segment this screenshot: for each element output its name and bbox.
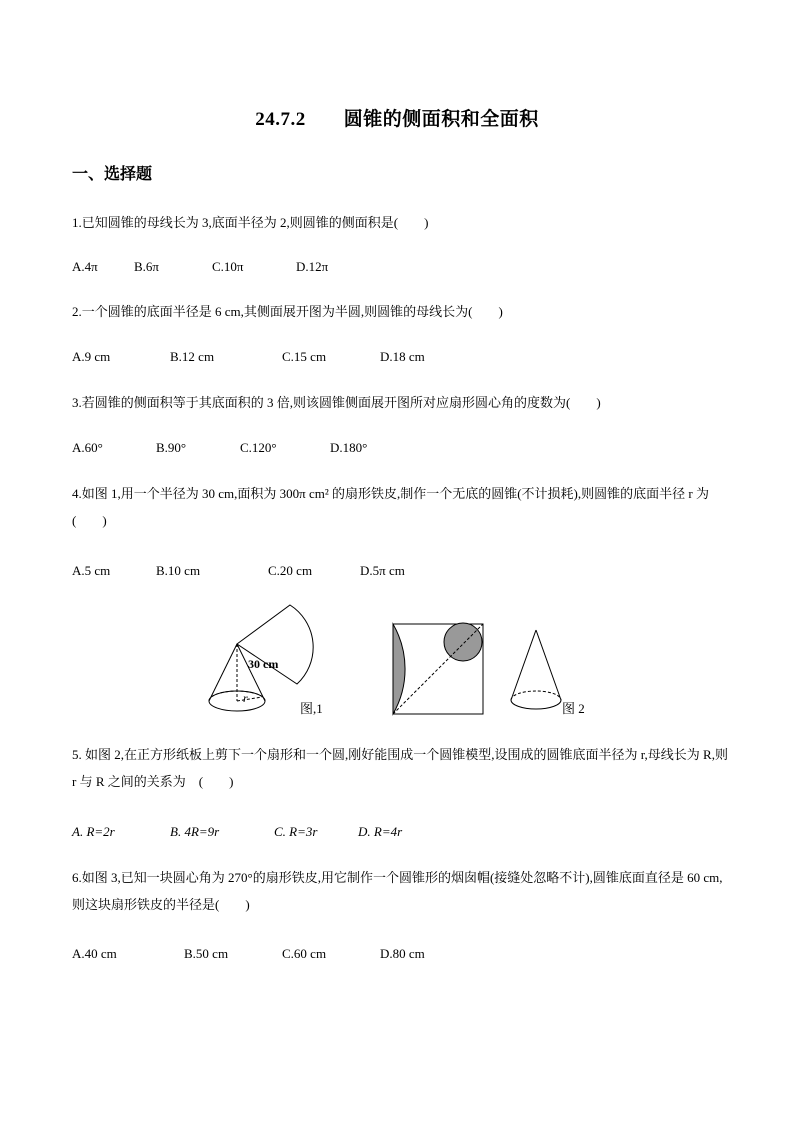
option-b: B.6π (134, 259, 159, 274)
question-3-stem: 3.若圆锥的侧面积等于其底面积的 3 倍,则该圆锥侧面展开图所对应扇形圆心角的度数为( ) (72, 395, 601, 410)
question-2-stem: 2.一个圆锥的底面半径是 6 cm,其侧面展开图为半圆,则圆锥的母线长为( ) (72, 304, 503, 319)
option-c: C.15 cm (282, 349, 327, 364)
option-b: B. 4R=9r (170, 824, 220, 839)
figure-2 (393, 623, 483, 714)
option-a: A.40 cm (72, 946, 117, 961)
option-d: D.18 cm (380, 349, 425, 364)
option-d: D.80 cm (380, 946, 425, 961)
option-d: D.12π (296, 259, 329, 274)
question-6-options (72, 946, 425, 962)
section-heading: 一、选择题 (72, 166, 153, 183)
question-2-options (72, 349, 425, 365)
question-4-stem: 4.如图 1,用一个半径为 30 cm,面积为 300π cm² 的扇形铁皮,制作一个无底的圆锥(不计损耗),则圆锥的底面半径 r 为( ) (72, 486, 709, 528)
figure-2-cone (511, 630, 561, 709)
fig1-r-label: r (243, 691, 248, 705)
option-c: C.120° (240, 440, 277, 455)
option-c: C.20 cm (268, 563, 313, 578)
option-a: A.4π (72, 259, 98, 274)
figures-area (0, 600, 794, 720)
question-3-options (72, 440, 367, 456)
option-a: A.5 cm (72, 563, 111, 578)
fig1-label: 图,1 (300, 701, 323, 716)
option-b: B.12 cm (170, 349, 215, 364)
option-c: C. R=3r (274, 824, 318, 839)
option-d: D. R=4r (358, 824, 403, 839)
question-6-stem: 6.如图 3,已知一块圆心角为 270°的扇形铁皮,用它制作一个圆锥形的烟囱帽(接缝处忽略不计),圆锥底面直径是 60 cm,则这块扇形铁皮的半径是( ) (72, 870, 723, 912)
option-b: B.10 cm (156, 563, 201, 578)
fig1-measure: 30 cm (248, 657, 279, 671)
option-a: A.9 cm (72, 349, 111, 364)
option-a: A.60° (72, 440, 103, 455)
fig2-circle (444, 623, 482, 661)
question-5-stem: 5. 如图 2,在正方形纸板上剪下一个扇形和一个圆,刚好能围成一个圆锥模型,设围成的圆锥底面半径为 r,母线长为 R,则 r 与 R 之间的关系为 ( ) (72, 747, 728, 789)
option-d: D.180° (330, 440, 368, 455)
page-title (0, 104, 794, 131)
title-text: 圆锥的侧面积和全面积 (343, 109, 539, 130)
fig1-sector (237, 605, 313, 684)
option-b: B.50 cm (184, 946, 229, 961)
option-b: B.90° (156, 440, 187, 455)
question-5-options (72, 824, 402, 840)
fig2-label: 图 2 (562, 701, 585, 716)
question-4-options (72, 563, 405, 579)
question-1-options (72, 259, 328, 275)
option-c: C.10π (212, 259, 244, 274)
option-d: D.5π cm (360, 563, 405, 578)
question-1-stem: 1.已知圆锥的母线长为 3,底面半径为 2,则圆锥的侧面积是( ) (72, 215, 429, 230)
option-c: C.60 cm (282, 946, 327, 961)
title-number: 24.7.2 (255, 109, 306, 130)
option-a: A. R=2r (72, 824, 115, 839)
